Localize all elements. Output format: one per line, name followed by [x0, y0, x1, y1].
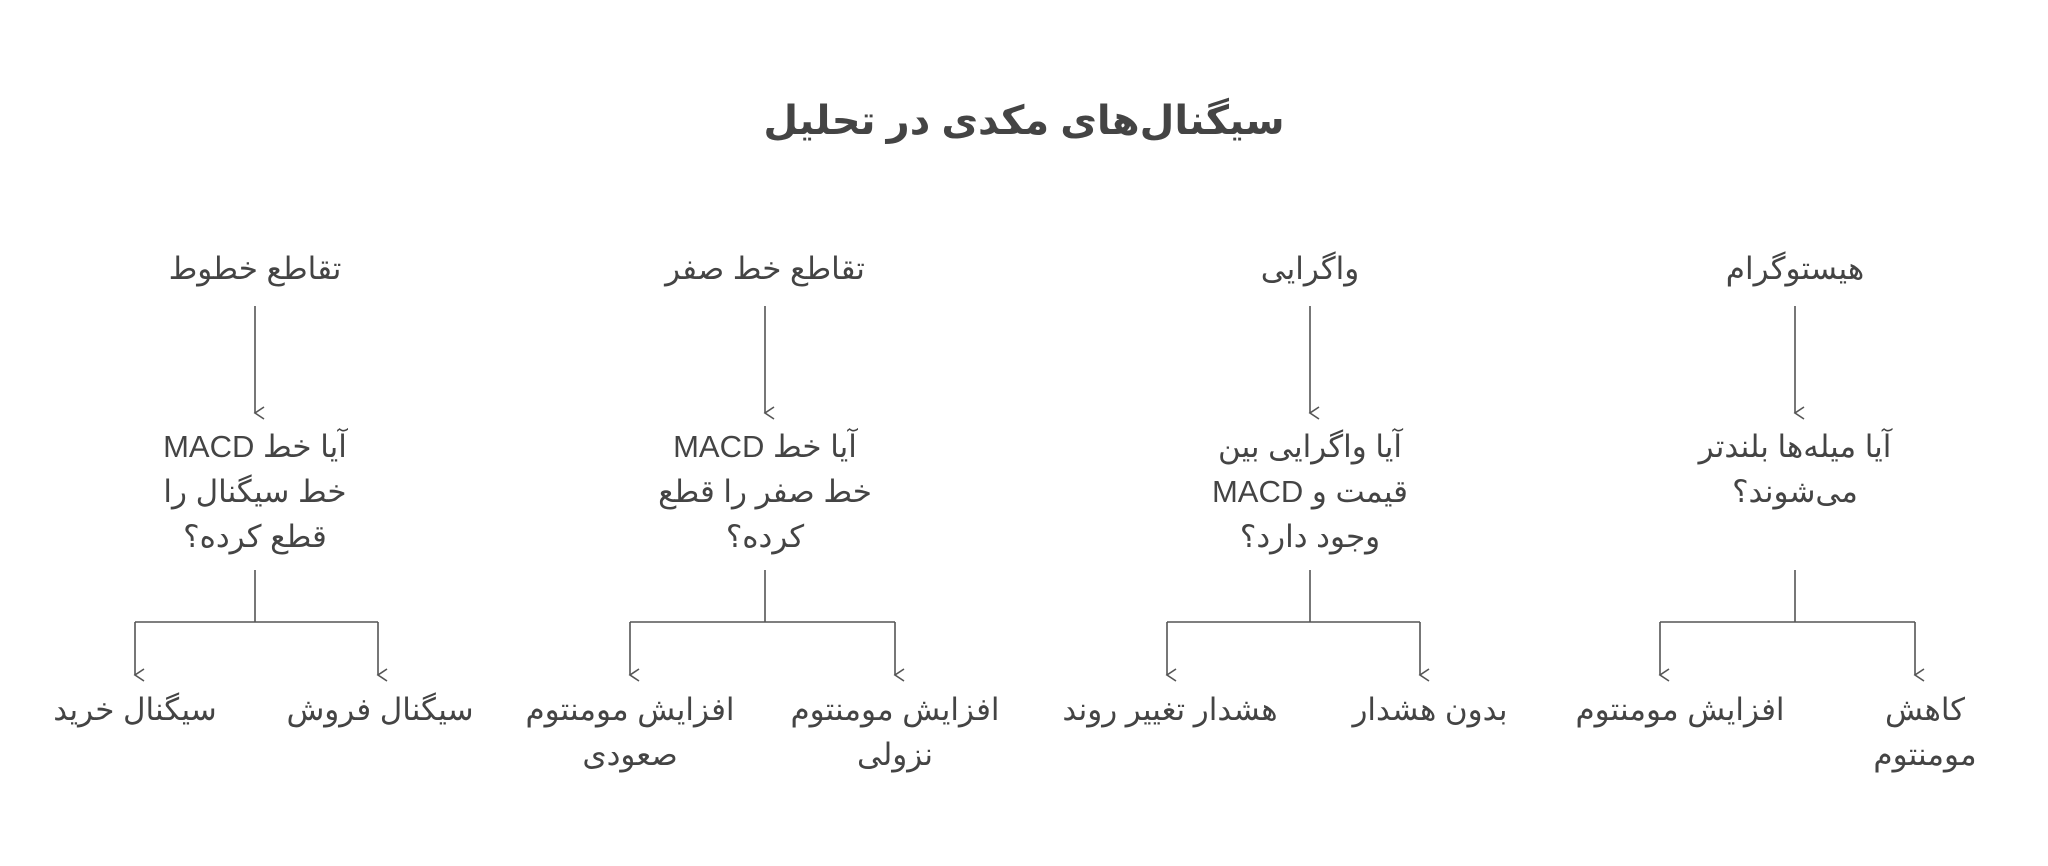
outcome-line: مومنتوم	[1873, 737, 1977, 772]
outcome-momentum-decrease	[1830, 687, 2020, 777]
outcome-momentum-increase	[1550, 687, 1810, 732]
diagram-title: سیگنال‌های مکدی در تحلیل	[763, 99, 1285, 143]
question-line: قیمت و MACD	[1211, 474, 1408, 509]
outcome-line: بدون هشدار	[1352, 692, 1508, 727]
topic-line-crossover	[120, 246, 390, 291]
outcome-line: افزایش مومنتوم	[790, 692, 1000, 727]
outcome-line: نزولی	[857, 737, 933, 772]
question-line: خط صفر را قطع	[658, 474, 872, 509]
outcome-bearish-momentum	[770, 687, 1020, 777]
question-line: قطع کرده؟	[183, 519, 327, 554]
question-line: آیا میله‌ها بلندتر	[1698, 429, 1892, 464]
question-histogram	[1650, 424, 1940, 514]
question-divergence	[1150, 424, 1470, 559]
topic-histogram	[1680, 246, 1910, 291]
outcome-sell-signal	[270, 687, 490, 732]
topic-zero-line-crossover	[620, 246, 910, 291]
topic-divergence	[1180, 246, 1440, 291]
outcome-line: افزایش مومنتوم	[1575, 692, 1785, 727]
outcome-no-warning	[1320, 687, 1540, 732]
outcome-line: هشدار تغییر روند	[1062, 692, 1278, 727]
question-line: آیا خط MACD	[163, 429, 347, 464]
outcome-buy-signal	[35, 687, 235, 732]
question-line: آیا واگرایی بین	[1217, 429, 1403, 464]
question-line: وجود دارد؟	[1239, 519, 1381, 554]
topic-label: تقاطع خط صفر	[665, 251, 865, 286]
outcome-line: سیگنال فروش	[286, 692, 474, 727]
topic-label: تقاطع خطوط	[168, 251, 342, 286]
outcome-trend-change-warning	[1040, 687, 1300, 732]
question-line: خط سیگنال را	[163, 474, 347, 509]
outcome-line: افزایش مومنتوم	[525, 692, 735, 727]
outcome-line: سیگنال خرید	[53, 692, 217, 727]
question-zero-line	[610, 424, 920, 559]
topic-label: هیستوگرام	[1725, 251, 1865, 286]
outcome-line: کاهش	[1884, 692, 1966, 727]
outcome-line: صعودی	[582, 737, 678, 772]
question-line: کرده؟	[725, 519, 805, 554]
outcome-bullish-momentum	[505, 687, 755, 777]
question-line: آیا خط MACD	[673, 429, 857, 464]
topic-label: واگرایی	[1260, 251, 1360, 286]
question-line: می‌شوند؟	[1732, 474, 1858, 509]
question-line-crossover	[100, 424, 410, 559]
